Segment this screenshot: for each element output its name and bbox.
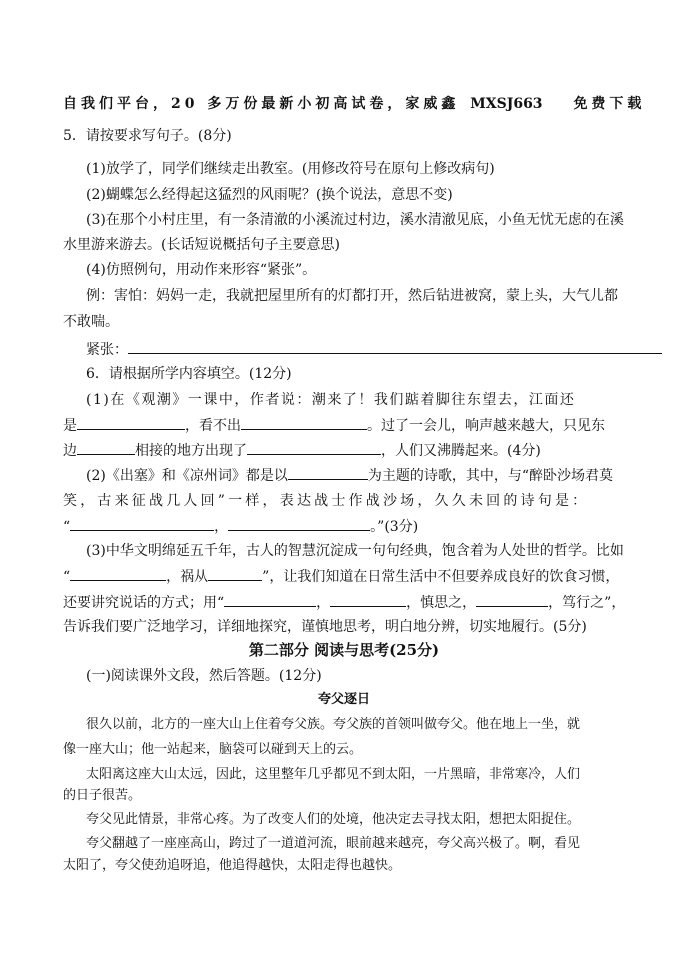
q6-p3-text-c: ”，让我们知道在日常生活中不但要养成良好的饮食习惯， — [262, 569, 620, 585]
q6-p1-line1: (1)在《观潮》一课中，作者说：潮来了！我们踮着脚往东望去，江面还 — [86, 392, 576, 408]
q6-title: 6．请根据所学内容填空。(12分) — [86, 366, 292, 382]
q6-p3-line2 — [63, 566, 619, 587]
q6-p3-text-b: ，祸从 — [166, 569, 209, 585]
story-p2-line1: 太阳离这座大山太远，因此，这里整年几乎都见不到太阳，一片黑暗，非常寒冷，人们 — [86, 767, 581, 782]
q6-p1-text-c: 。过了一会儿，响声越来越大，只见东 — [367, 418, 605, 434]
q6-p2-blank-1[interactable] — [288, 465, 368, 480]
promo-download: 免费下载 — [573, 96, 646, 112]
q6-p2-text-e: 。”(3分) — [370, 519, 419, 535]
story-p1-line2: 像一座大山；他一站起来，脑袋可以碰到天上的云。 — [63, 742, 363, 757]
q6-p1-line3 — [63, 440, 541, 461]
q5-answer-label: 紧张： — [86, 342, 128, 358]
story-title: 夸父逐日 — [317, 692, 370, 707]
q5-item-2: (2)蝴蝶怎么经得起这猛烈的风雨呢？(换个说法，意思不变) — [86, 187, 453, 203]
q6-p3-text-e: ， — [316, 595, 331, 611]
q5-title: 5．请按要求写句子。(8分) — [63, 128, 232, 144]
q6-p1-blank-2[interactable] — [241, 415, 367, 430]
q6-p3-blank-2[interactable] — [208, 566, 262, 581]
q5-answer-blank[interactable] — [128, 339, 662, 354]
story-p4-line2: 太阳了，夸父使劲追呀追，他追得越快，太阳走得也越快。 — [63, 858, 402, 873]
q5-example-line2: 不敢喘。 — [63, 314, 119, 330]
promo-banner — [63, 94, 645, 114]
promo-text: 自我们平台，20 多万份最新小初高试卷，家威鑫 — [63, 96, 460, 112]
q6-p2-line3 — [63, 516, 418, 537]
q5-item-3-line1: (3)在那个小村庄里，有一条清澈的小溪流过村边，溪水清澈见底，小鱼无忧无虑的在溪 — [86, 212, 624, 228]
q6-p2-blank-3[interactable] — [228, 516, 370, 531]
q5-item-1: (1)放学了，同学们继续走出教室。(用修改符号在原句上修改病句) — [86, 161, 495, 177]
q5-answer-row — [86, 339, 662, 360]
q6-p3-line3 — [63, 592, 625, 613]
q6-p1-text-b: ，看不出 — [185, 418, 241, 434]
part2-heading: 第二部分 阅读与思考(25分) — [248, 641, 440, 659]
q6-p2-blank-2[interactable] — [70, 516, 214, 531]
q6-p1-line2 — [63, 415, 605, 436]
q6-p2-line2: 笑，古来征战几人回”一样，表达战士作战沙场，久久未回的诗句是： — [63, 493, 590, 509]
q6-p3-blank-4[interactable] — [330, 592, 406, 607]
q6-p1-blank-1[interactable] — [77, 415, 185, 430]
q6-p3-text-g: ，笃行之”， — [548, 595, 626, 611]
q6-p1-text-f: ，人们又沸腾起来。(4分) — [381, 443, 541, 459]
q6-p3-text-a: “ — [63, 569, 71, 585]
q6-p3-text-f: ，慎思之， — [406, 595, 477, 611]
q6-p1-text-d: 边 — [63, 443, 77, 459]
part2-subheading: (一)阅读课外文段，然后答题。(12分) — [86, 668, 322, 684]
q6-p2-text-b: 为主题的诗歌，其中，与“醉卧沙场君莫 — [367, 468, 613, 484]
q6-p1-blank-4[interactable] — [247, 440, 381, 455]
q6-p1-blank-3[interactable] — [77, 440, 135, 455]
story-p3: 夸父见此情景，非常心疼。为了改变人们的处境，他决定去寻找太阳，想把太阳捉住。 — [86, 812, 581, 827]
q6-p1-text-a: 是 — [63, 418, 77, 434]
promo-code: MXSJ663 — [470, 96, 543, 112]
q6-p2-text-d: ， — [214, 519, 229, 535]
q6-p2-text-a: (2)《出塞》和《凉州词》都是以 — [86, 468, 288, 484]
q5-example-line1: 例：害怕：妈妈一走，我就把屋里所有的灯都打开，然后钻进被窝，蒙上头，大气儿都 — [86, 288, 618, 304]
q6-p2-line1 — [86, 465, 613, 486]
q6-p1-text-e: 相接的地方出现了 — [135, 443, 247, 459]
q6-p3-line1: (3)中华文明绵延五千年，古人的智慧沉淀成一句句经典，饱含着为人处世的哲学。比如 — [86, 543, 624, 559]
q6-p2-text-c: “ — [63, 519, 71, 535]
q6-p3-blank-5[interactable] — [476, 592, 548, 607]
story-p4-line1: 夸父翻越了一座座高山，跨过了一道道河流，眼前越来越亮，夸父高兴极了。啊，看见 — [86, 836, 581, 851]
story-p1-line1: 很久以前，北方的一座大山上住着夸父族。夸父族的首领叫做夸父。他在地上一坐，就 — [86, 717, 581, 732]
q5-item-4: (4)仿照例句，用动作来形容“紧张”。 — [86, 262, 317, 278]
q6-p3-line4: 告诉我们要广泛地学习，详细地探究，谨慎地思考，明白地分辨，切实地履行。(5分) — [63, 619, 587, 635]
q6-p3-blank-1[interactable] — [70, 566, 166, 581]
q6-p3-text-d: 还要讲究说话的方式；用“ — [63, 595, 225, 611]
story-p2-line2: 的日子很苦。 — [63, 788, 142, 803]
q5-item-3-line2: 水里游来游去。(长话短说概括句子主要意思) — [63, 237, 340, 253]
q6-p3-blank-3[interactable] — [224, 592, 316, 607]
